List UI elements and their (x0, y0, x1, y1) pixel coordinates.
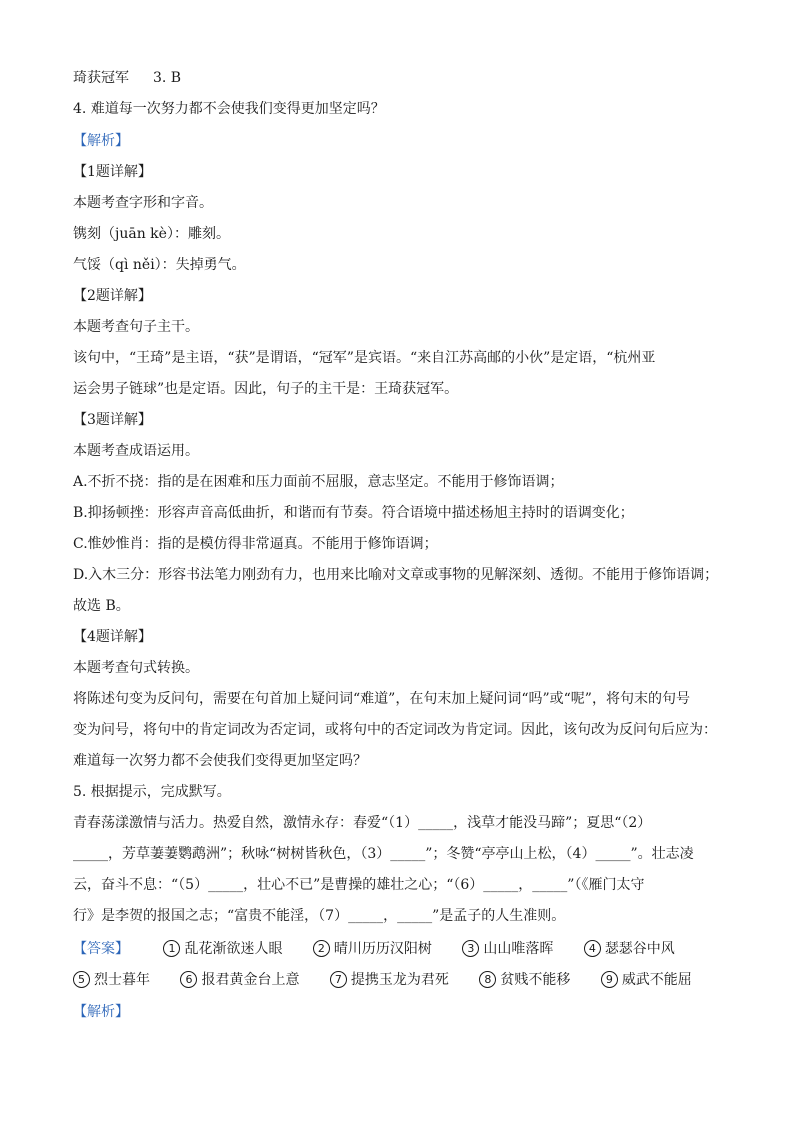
paragraph-line: B.抑扬顿挫：形容声音高低曲折，和谐而有节奏。符合语境中描述杨旭主持时的语调变化； (73, 505, 634, 521)
answer-item (462, 940, 553, 958)
answer-tail-text: 琦获冠军 (73, 70, 129, 86)
analysis-heading: 【解析】 (73, 133, 129, 149)
circled-number-icon: 4 (584, 940, 601, 957)
paragraph-line: D.入木三分：形容书法笔力刚劲有力，也用来比喻对文章或事物的见解深刻、透彻。不能用于修饰语调； (73, 567, 719, 583)
q4-detail-heading: 【4题详解】 (73, 629, 152, 645)
q1-detail-heading: 【1题详解】 (73, 164, 152, 180)
paragraph-line: 气馁（qì něi）：失掉勇气。 (73, 257, 246, 273)
question-5-stem: 5. 根据提示，完成默写。 (73, 784, 231, 800)
answer-text: 提携玉龙为君死 (350, 972, 449, 988)
analysis-heading: 【解析】 (73, 1004, 129, 1020)
answer-item (601, 971, 692, 989)
question-5-body: 青春荡漾激情与活力。热爱自然，激情永存：春爱“（1）_____，浅草才能没马蹄”；夏思“（2） (73, 815, 652, 831)
answer-text: 乱花渐欲迷人眼 (184, 941, 283, 957)
answer-item (73, 971, 150, 989)
paragraph-line: 该句中，“王琦”是主语，“获”是谓语，“冠军”是宾语。“来自江苏高邮的小伙”是定语，“杭州亚 (73, 350, 656, 366)
answer-4-line: 4. 难道每一次努力都不会使我们变得更加坚定吗？ (73, 101, 385, 117)
answer-text: 晴川历历汉阳树 (333, 941, 432, 957)
answer-text: 烈士暮年 (94, 972, 150, 988)
circled-number-icon: 9 (601, 971, 618, 988)
answer-item (584, 940, 675, 958)
question-5-body: 行》是李贺的报国之志；“富贵不能淫，（7）_____，_____”是孟子的人生准则。 (73, 908, 566, 924)
circled-number-icon: 5 (73, 971, 90, 988)
paragraph-line: 镌刻（juān kè）：雕刻。 (73, 226, 230, 242)
answer-3-text: 3. B (153, 70, 182, 86)
answer-text: 贫贱不能移 (500, 972, 571, 988)
paragraph-line: 本题考查成语运用。 (73, 443, 199, 459)
circled-number-icon: 1 (163, 940, 180, 957)
question-5-body: _____，芳草萋萋鹦鹉洲”；秋咏“树树皆秋色，（3）_____”；冬赞“亭亭山上松，（4）_____”。壮志凌 (73, 846, 694, 862)
answer-item (479, 971, 570, 989)
answer-text: 山山唯落晖 (483, 941, 554, 957)
paragraph-line: 运会男子链球”也是定语。因此，句子的主干是：王琦获冠军。 (73, 381, 459, 397)
answer-text: 报君黄金台上意 (201, 972, 300, 988)
q3-detail-heading: 【3题详解】 (73, 412, 152, 428)
paragraph-line: 本题考查字形和字音。 (73, 195, 213, 211)
circled-number-icon: 6 (180, 971, 197, 988)
answer-item (163, 940, 282, 958)
circled-number-icon: 2 (313, 940, 330, 957)
answer-item (313, 940, 432, 958)
paragraph-line: C.惟妙惟肖：指的是模仿得非常逼真。不能用于修饰语调； (73, 536, 438, 552)
answer-row-2 (73, 971, 692, 989)
answer-text: 瑟瑟谷中风 (604, 941, 675, 957)
paragraph-line: 将陈述句变为反问句，需要在句首加上疑问词“难道”，在句末加上疑问词“吗”或“呢”，将句末的句号 (73, 691, 690, 707)
circled-number-icon: 3 (462, 940, 479, 957)
answer-item (330, 971, 449, 989)
circled-number-icon: 7 (330, 971, 347, 988)
circled-number-icon: 8 (479, 971, 496, 988)
answer-line-continued (73, 69, 181, 87)
answer-text: 威武不能屈 (621, 972, 692, 988)
answer-row-1 (73, 940, 675, 958)
question-5-body: 云，奋斗不息：“（5）_____，壮心不已”是曹操的雄壮之心；“（6）_____，_____”（《雁门太守 (73, 877, 645, 893)
paragraph-line: 变为问号，将句中的肯定词改为否定词，或将句中的否定词改为肯定词。因此，该句改为反问句后应为： (73, 722, 717, 738)
paragraph-line: 故选 B。 (73, 598, 130, 614)
answer-item (180, 971, 299, 989)
paragraph-line: 本题考查句子主干。 (73, 319, 199, 335)
paragraph-line: 本题考查句式转换。 (73, 660, 199, 676)
answer-label: 【答案】 (73, 941, 129, 957)
paragraph-line: A.不折不挠：指的是在困难和压力面前不屈服，意志坚定。不能用于修饰语调； (73, 474, 564, 490)
q2-detail-heading: 【2题详解】 (73, 288, 152, 304)
paragraph-line: 难道每一次努力都不会使我们变得更加坚定吗？ (73, 753, 367, 769)
